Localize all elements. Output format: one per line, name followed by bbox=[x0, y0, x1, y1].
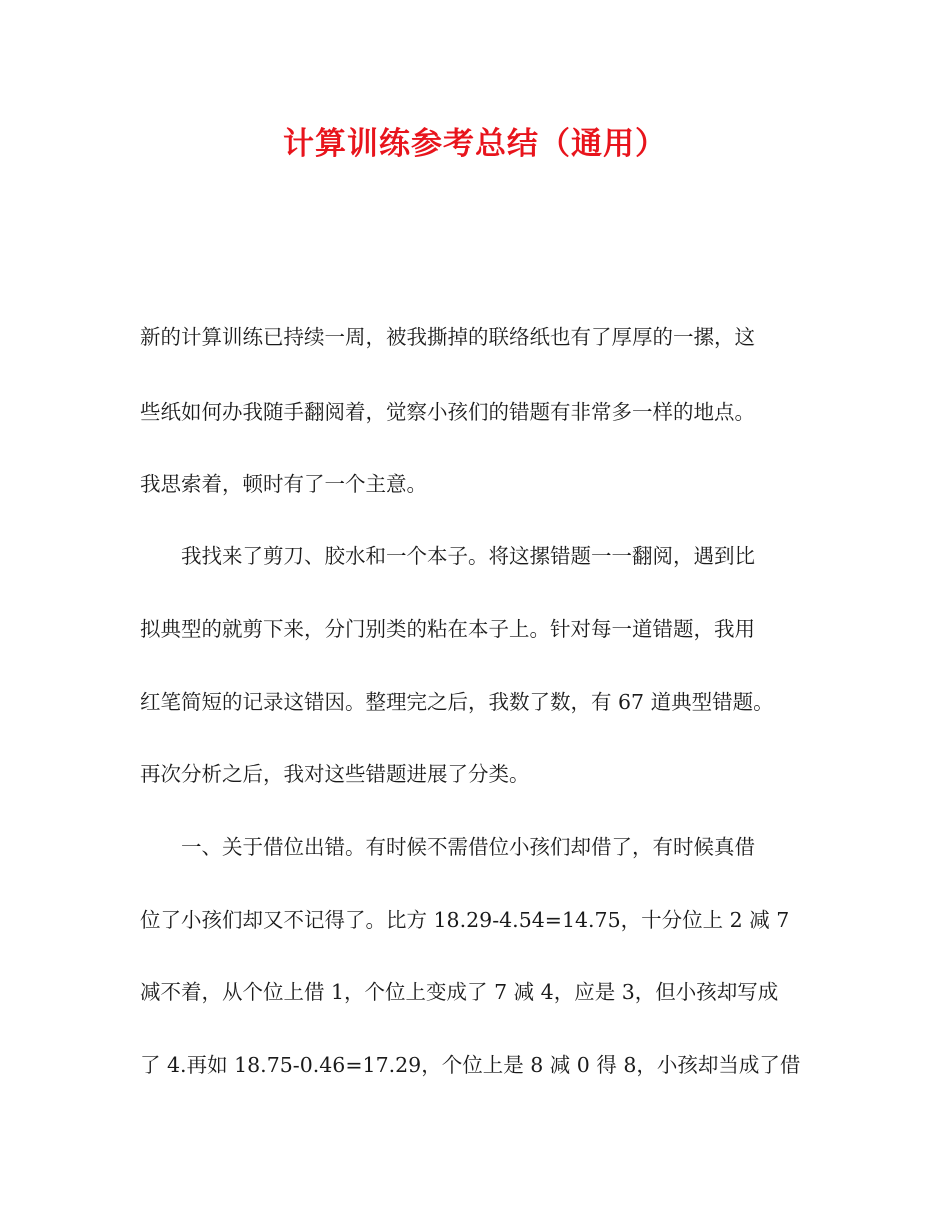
paragraph-1-line-2: 些纸如何办我随手翻阅着，觉察小孩们的错题有非常多一样的地点。 bbox=[140, 400, 755, 424]
paragraph-3-line-1: 一、关于借位出错。有时候不需借位小孩们却借了，有时候真借 bbox=[181, 835, 755, 859]
document-title: 计算训练参考总结（通用） bbox=[283, 126, 667, 162]
paragraph-1-line-3: 我思索着，顿时有了一个主意。 bbox=[140, 472, 427, 496]
paragraph-2-line-4: 再次分析之后，我对这些错题进展了分类。 bbox=[140, 762, 530, 786]
paragraph-2-line-3: 红笔简短的记录这错因。整理完之后，我数了数，有 67 道典型错题。 bbox=[140, 690, 774, 714]
paragraph-3-line-2: 位了小孩们却又不记得了。比方 18.29-4.54=14.75，十分位上 2 减 7 bbox=[140, 908, 790, 932]
paragraph-2-line-1: 我找来了剪刀、胶水和一个本子。将这摞错题一一翻阅，遇到比 bbox=[181, 544, 755, 568]
paragraph-3-line-3: 减不着，从个位上借 1，个位上变成了 7 减 4，应是 3，但小孩却写成 bbox=[140, 980, 779, 1004]
paragraph-1-line-1: 新的计算训练已持续一周，被我撕掉的联络纸也有了厚厚的一摞，这 bbox=[140, 325, 755, 349]
paragraph-2-line-2: 拟典型的就剪下来，分门别类的粘在本子上。针对每一道错题，我用 bbox=[140, 617, 755, 641]
paragraph-3-line-4: 了 4.再如 18.75-0.46=17.29，个位上是 8 减 0 得 8，小孩却当成了借 bbox=[140, 1053, 801, 1077]
